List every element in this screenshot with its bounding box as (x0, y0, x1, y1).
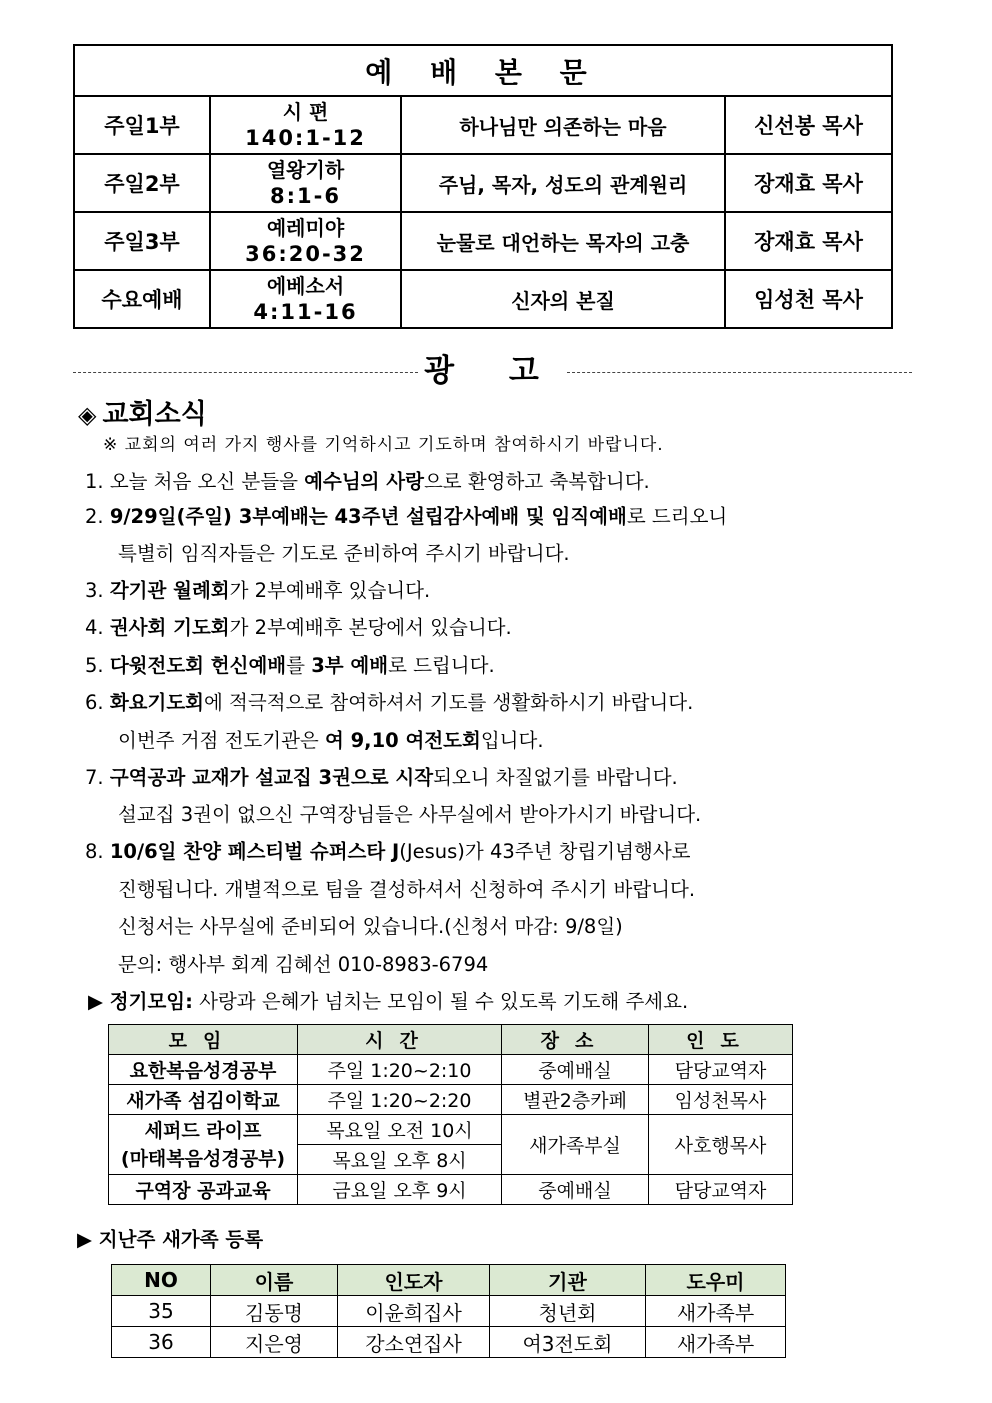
meeting-name-line1: 세퍼드 라이프 (144, 1119, 262, 1142)
sermon-title: 하나님만 의존하는 마음 (401, 96, 725, 154)
scripture-ref: 36:20-32 (245, 242, 366, 266)
item-text: 으로 환영하고 축복합니다. (423, 470, 650, 493)
meeting-time: 주일 1:20~2:10 (298, 1055, 502, 1085)
service-name: 주일2부 (74, 154, 210, 212)
sermon-title: 주님, 목자, 성도의 관계원리 (401, 154, 725, 212)
column-header: 장소 (502, 1025, 649, 1055)
meeting-time: 목요일 오전 10시 (298, 1115, 502, 1145)
worship-table (73, 44, 893, 329)
table-row (74, 154, 892, 212)
item-number: 1. (85, 470, 104, 493)
notice-title: 광 고 (424, 353, 561, 389)
item-emphasis: 3부 예배 (311, 654, 389, 677)
scripture-cell (210, 96, 401, 154)
notice-item-6 (85, 687, 693, 715)
item-number: 4. (85, 616, 104, 639)
meeting-place: 중예배실 (502, 1055, 649, 1085)
meeting-name: 요한복음성경공부 (109, 1055, 298, 1085)
column-header: 기관 (490, 1265, 646, 1296)
newcomer-name: 지은영 (211, 1327, 338, 1358)
meetings-table (108, 1024, 793, 1205)
column-header: 시간 (298, 1025, 502, 1055)
table-header (112, 1265, 786, 1296)
notice-item-7 (85, 762, 678, 790)
meeting-name: 새가족 섬김이학교 (109, 1085, 298, 1115)
item-number: 3. (85, 579, 104, 602)
item-emphasis: 9/29일(주일) 3부예배는 43주년 설립감사예배 및 임직예배 (109, 505, 627, 528)
newcomer-name: 김동명 (211, 1296, 338, 1327)
table-header (109, 1025, 793, 1055)
column-header: NO (112, 1265, 211, 1296)
notice-item-2 (85, 501, 727, 529)
meeting-leader: 임성천목사 (649, 1085, 793, 1115)
item-number: 7. (85, 766, 104, 789)
scripture-ref: 8:1-6 (270, 184, 341, 208)
section-title: 교회소식 (102, 399, 207, 430)
remark-text: ※ 교회의 여러 가지 행사를 기억하시고 기도하며 참여하시기 바랍니다. (103, 435, 664, 455)
newcomers-heading: ▶ 지난주 새가족 등록 (77, 1228, 264, 1251)
scripture-book: 예레미야 (266, 216, 345, 240)
item-emphasis: 여 9,10 여전도회 (324, 729, 481, 752)
scripture-book: 에베소서 (266, 274, 345, 298)
item-emphasis: 화요기도회 (109, 691, 204, 714)
service-name: 주일3부 (74, 212, 210, 270)
table-row (109, 1085, 793, 1115)
table-row (109, 1055, 793, 1085)
item-text: 이번주 거점 전도기관은 (118, 729, 325, 752)
meeting-name-line2: (마태복음성경공부) (120, 1147, 286, 1170)
item-text: 를 (286, 654, 312, 677)
notice-item-4 (85, 612, 512, 640)
service-name: 주일1부 (74, 96, 210, 154)
item-text: 가 2부예배후 본당에서 있습니다. (229, 616, 512, 639)
diamond-icon: ◈ (78, 400, 97, 429)
meeting-leader: 사호행목사 (649, 1115, 793, 1175)
newcomer-helper: 새가족부 (646, 1296, 786, 1327)
newcomer-org: 청년회 (490, 1296, 646, 1327)
sermon-title: 신자의 본질 (401, 270, 725, 328)
newcomer-guide: 이윤희집사 (338, 1296, 490, 1327)
item-emphasis: 구역공과 교재가 설교집 3권으로 시작 (109, 766, 434, 789)
notice-item-3 (85, 575, 430, 603)
worship-title: 예 배 본 문 (74, 45, 892, 96)
meeting-time: 주일 1:20~2:20 (298, 1085, 502, 1115)
meetings-heading (88, 986, 688, 1014)
item-text: 에 적극적으로 참여하셔서 기도를 생활화하시기 바랍니다. (204, 691, 694, 714)
table-row (112, 1296, 786, 1327)
table-row (109, 1115, 793, 1145)
newcomer-no: 35 (112, 1296, 211, 1327)
notice-item-1 (85, 466, 650, 494)
scripture-cell (210, 212, 401, 270)
item-emphasis: 10/6일 찬양 페스티벌 슈퍼스타 J (109, 840, 400, 863)
scripture-cell (210, 154, 401, 212)
scripture-book: 시 편 (282, 100, 329, 124)
preacher: 임성천 목사 (725, 270, 892, 328)
item-text: 입니다. (480, 729, 544, 752)
notice-item-7-line2: 설교집 3권이 없으신 구역장님들은 사무실에서 받아가시기 바랍니다. (118, 803, 702, 826)
newcomer-helper: 새가족부 (646, 1327, 786, 1358)
item-text: (Jesus)가 43주년 창립기념행사로 (399, 840, 691, 863)
column-header: 모임 (109, 1025, 298, 1055)
notice-item-8 (85, 836, 691, 864)
meeting-time: 금요일 오후 9시 (298, 1175, 502, 1205)
item-emphasis: 각기관 월례회 (109, 579, 230, 602)
newcomer-org: 여3전도회 (490, 1327, 646, 1358)
item-number: 5. (85, 654, 104, 677)
column-header: 이름 (211, 1265, 338, 1296)
table-row (74, 270, 892, 328)
column-header: 인도자 (338, 1265, 490, 1296)
item-emphasis: 예수님의 사랑 (304, 470, 424, 493)
meeting-name (109, 1115, 298, 1175)
item-text: 가 2부예배후 있습니다. (229, 579, 431, 602)
newcomer-no: 36 (112, 1327, 211, 1358)
scripture-ref: 4:11-16 (253, 300, 358, 324)
notice-item-6-line2 (118, 725, 544, 753)
notice-item-2-line2: 특별히 임직자들은 기도로 준비하여 주시기 바랍니다. (118, 542, 570, 565)
service-name: 수요예배 (74, 270, 210, 328)
divider-left (73, 372, 418, 373)
item-text: 로 드리오니 (626, 505, 728, 528)
meeting-place: 별관2층카페 (502, 1085, 649, 1115)
divider-right (567, 372, 912, 373)
notice-item-5 (85, 650, 495, 678)
preacher: 신선봉 목사 (725, 96, 892, 154)
table-row (74, 96, 892, 154)
newcomers-table (111, 1264, 786, 1358)
meetings-desc: 사랑과 은혜가 넘치는 모임이 될 수 있도록 기도해 주세요. (192, 990, 689, 1013)
item-emphasis: 다윗전도회 헌신예배 (109, 654, 287, 677)
meeting-leader: 담당교역자 (649, 1175, 793, 1205)
item-number: 8. (85, 840, 104, 863)
notice-item-8-line2: 진행됩니다. 개별적으로 팀을 결성하셔서 신청하여 주시기 바랍니다. (118, 878, 696, 901)
item-text: 되오니 차질없기를 바랍니다. (433, 766, 678, 789)
section-heading (78, 392, 207, 431)
table-row (109, 1175, 793, 1205)
meeting-place: 중예배실 (502, 1175, 649, 1205)
meeting-name: 구역장 공과교육 (109, 1175, 298, 1205)
preacher: 장재효 목사 (725, 212, 892, 270)
newcomer-guide: 강소연집사 (338, 1327, 490, 1358)
notice-item-8-line3: 신청서는 사무실에 준비되어 있습니다.(신청서 마감: 9/8일) (118, 915, 623, 938)
preacher: 장재효 목사 (725, 154, 892, 212)
item-emphasis: 권사회 기도회 (109, 616, 230, 639)
table-row (74, 212, 892, 270)
scripture-ref: 140:1-12 (245, 126, 366, 150)
scripture-cell (210, 270, 401, 328)
item-number: 6. (85, 691, 104, 714)
item-number: 2. (85, 505, 104, 528)
table-row (112, 1327, 786, 1358)
notice-item-8-line4: 문의: 행사부 회계 김혜선 010-8983-6794 (118, 953, 489, 976)
column-header: 인도 (649, 1025, 793, 1055)
meeting-leader: 담당교역자 (649, 1055, 793, 1085)
meetings-label: ▶ 정기모임: (88, 990, 193, 1013)
meeting-time: 목요일 오후 8시 (298, 1145, 502, 1175)
item-text: 오늘 처음 오신 분들을 (109, 470, 305, 493)
meeting-place: 새가족부실 (502, 1115, 649, 1175)
scripture-book: 열왕기하 (266, 158, 345, 182)
sermon-title: 눈물로 대언하는 목자의 고충 (401, 212, 725, 270)
column-header: 도우미 (646, 1265, 786, 1296)
item-text: 로 드립니다. (388, 654, 495, 677)
